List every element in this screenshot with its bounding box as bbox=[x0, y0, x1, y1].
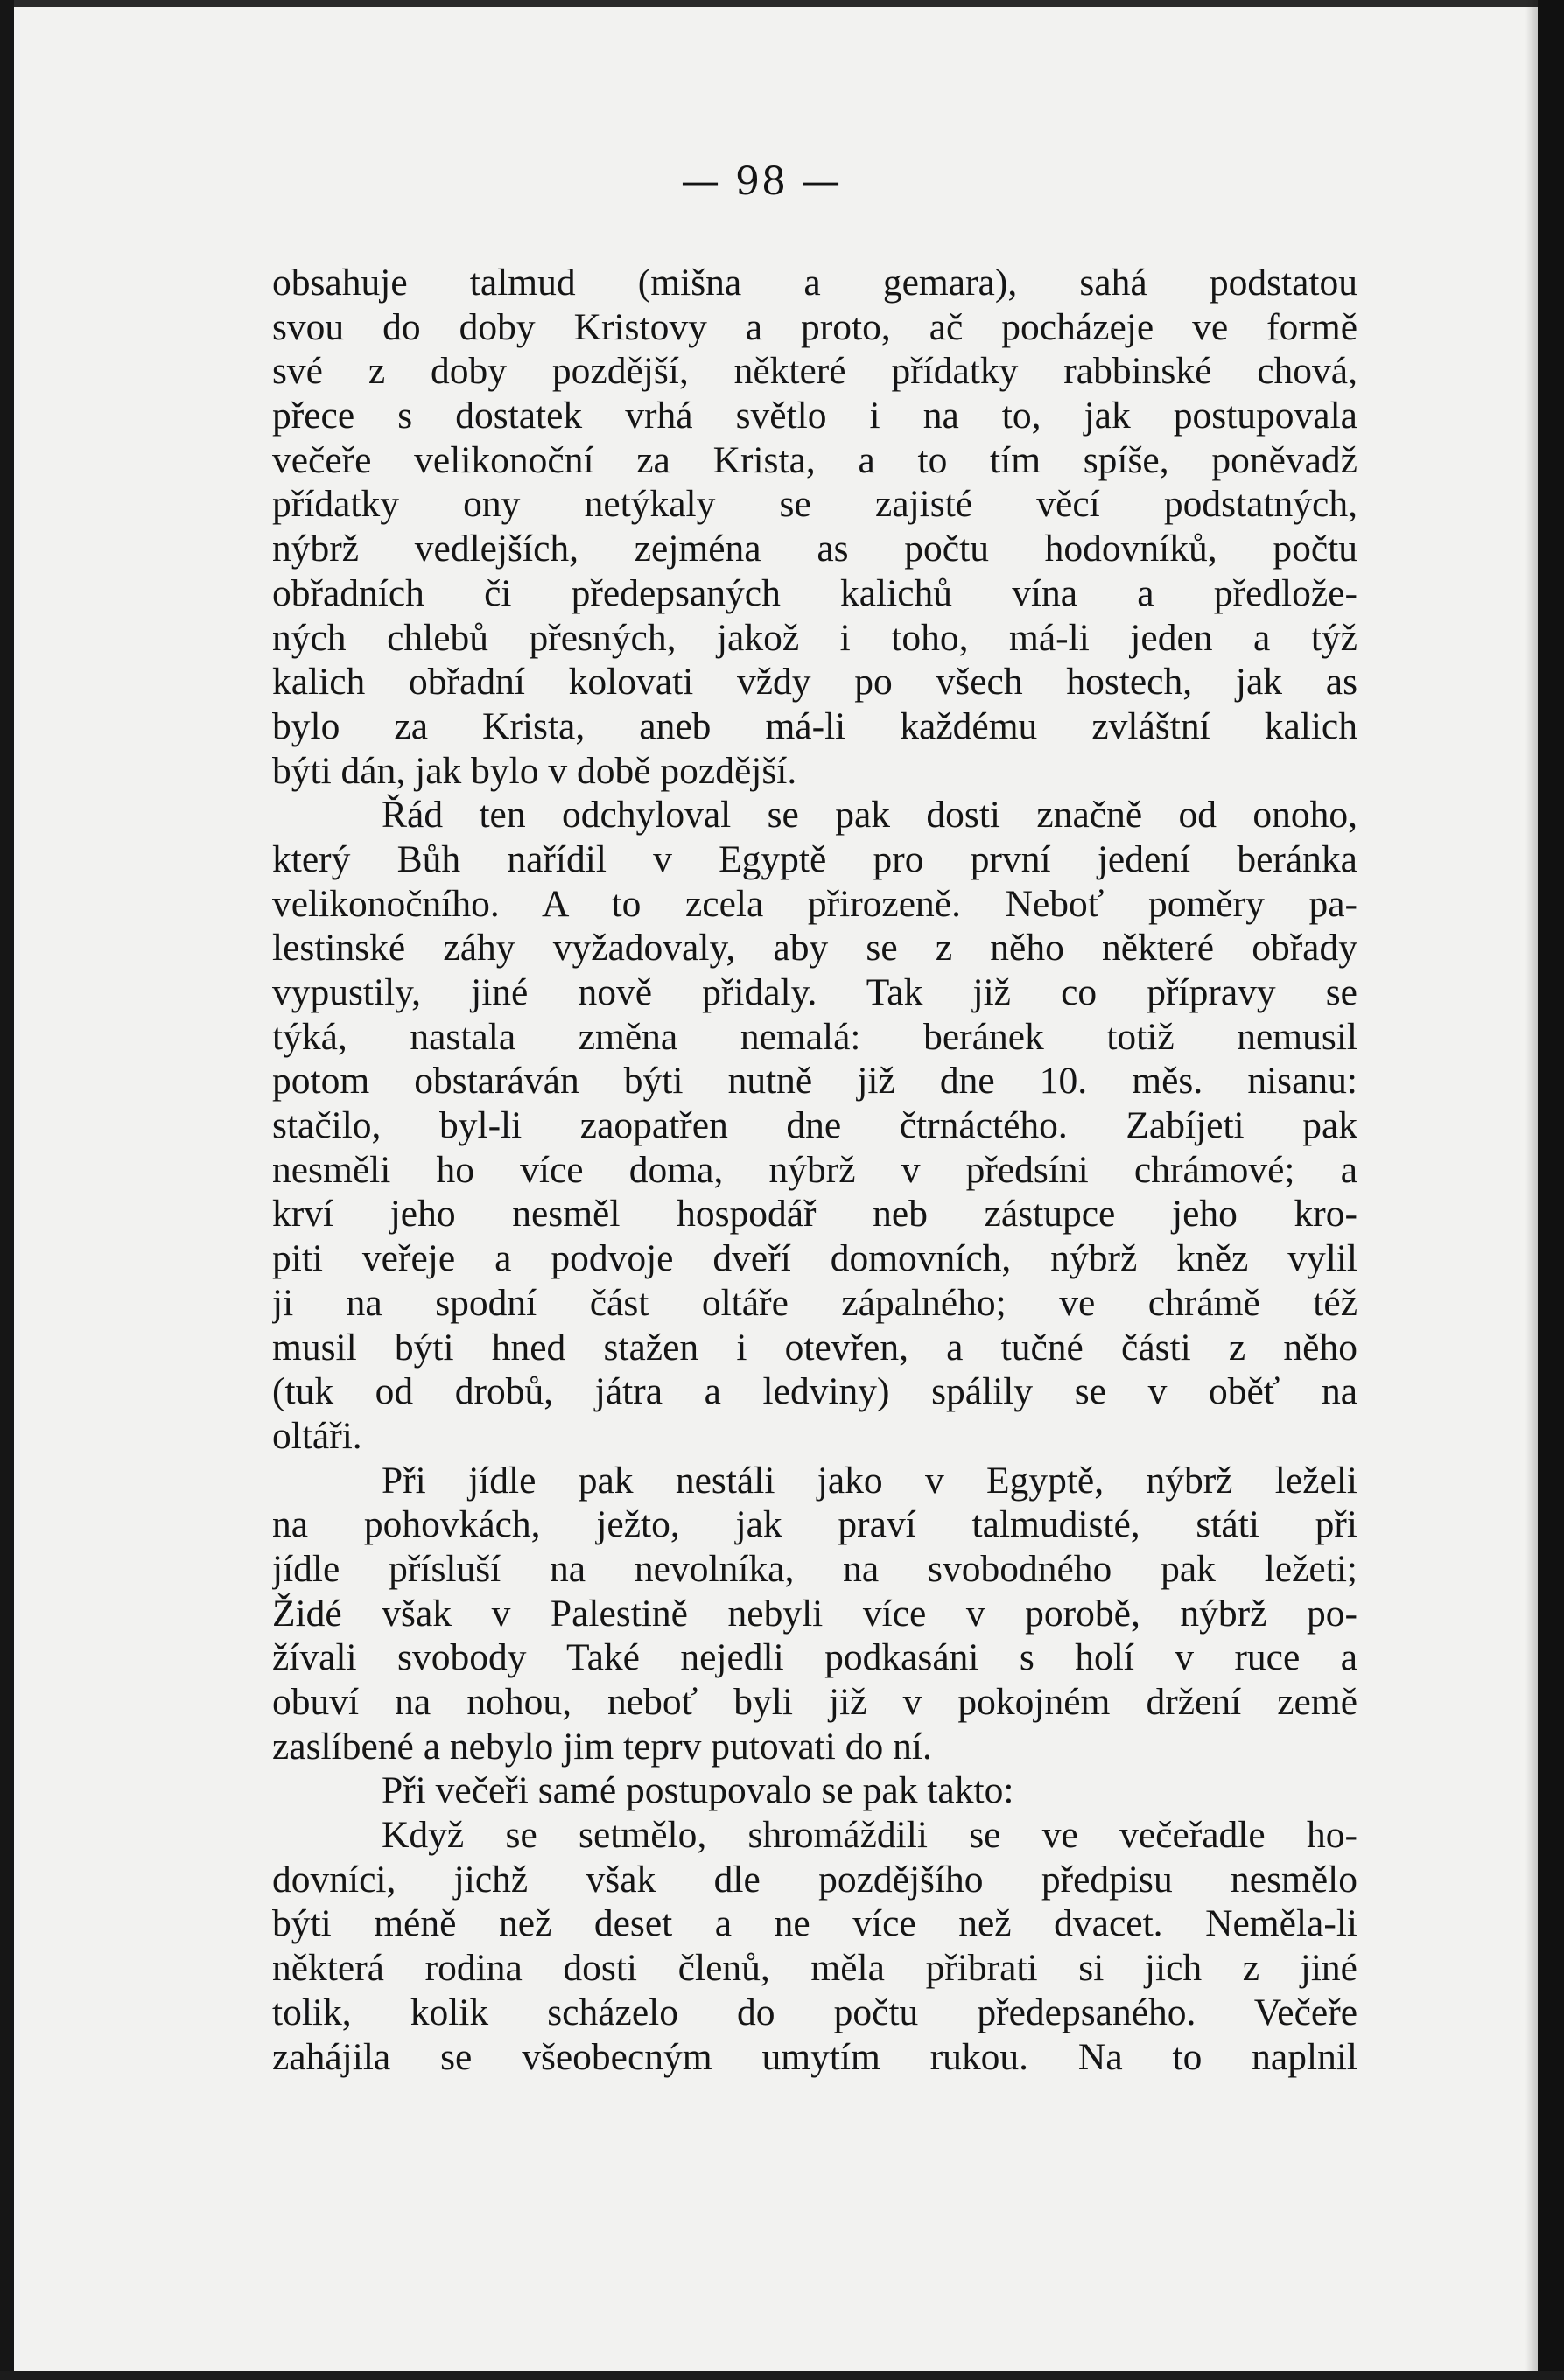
text-line: vypustily, jiné nově přidaly. Tak již co přípravy se bbox=[272, 971, 1357, 1013]
text-line: obřadních či předepsaných kalichů vína a předložе- bbox=[272, 571, 1357, 614]
scan-left-border bbox=[0, 0, 14, 2380]
text-line: býti dán, jak bylo v době pozdější. bbox=[272, 749, 797, 792]
text-line: zaslíbené a nebylo jim teprv putovati do ní. bbox=[272, 1725, 932, 1768]
text-line: ných chlebů přesných, jakož i toho, má-li jeden a týž bbox=[272, 616, 1357, 659]
text-line: dovníci, jichž však dle pozdějšího předpisu nesmělo bbox=[272, 1858, 1357, 1900]
text-line: zahájila se všeobecným umytím rukou. Na to naplnil bbox=[272, 2035, 1357, 2078]
text-line: (tuk od drobů, játra a ledviny) spálily se v oběť na bbox=[272, 1370, 1357, 1413]
text-line: piti veřeje a podvoje dveří domovních, nýbrž kněz vylil bbox=[272, 1237, 1357, 1280]
text-line: své z doby pozdější, některé přídatky rabbinské chová, bbox=[272, 350, 1357, 393]
text-line: kalich obřadní kolovati vždy po všech hostech, jak as bbox=[272, 661, 1357, 704]
page-gutter-shadow bbox=[1525, 0, 1538, 2380]
text-line: některá rodina dosti členů, měla přibrati si jich z jiné bbox=[272, 1947, 1357, 1990]
text-line: svou do doby Kristovy a proto, ač pocházeje ve formě bbox=[272, 305, 1357, 348]
paragraph-start-line: Při večeři samé postupovalo se pak takto: bbox=[382, 1769, 1014, 1812]
text-line: večeře velikonoční za Krista, a to tím spíše, poněvadž bbox=[272, 438, 1357, 481]
text-line: oltáři. bbox=[272, 1414, 362, 1457]
paragraph-start-line: Když se setmělo, shromáždili se ve večeřadle ho- bbox=[382, 1814, 1357, 1857]
text-line: žívali svobody Také nejedli podkasáni s holí v ruce a bbox=[272, 1636, 1357, 1679]
text-line: přídatky ony netýkaly se zajisté věcí podstatných, bbox=[272, 483, 1357, 526]
scan-bottom-border bbox=[0, 2371, 1564, 2380]
text-line: tolik, kolik scházelo do počtu předepsaného. Večeře bbox=[272, 1991, 1357, 2034]
body-text bbox=[272, 261, 1357, 2079]
text-line: Židé však v Palestině nebyli více v porobě, nýbrž po- bbox=[272, 1592, 1357, 1634]
text-line: bylo za Krista, aneb má-li každému zvláštní kalich bbox=[272, 704, 1357, 747]
paragraph-start-line: Při jídle pak nestáli jako v Egyptě, nýbrž leželi bbox=[382, 1459, 1357, 1502]
text-line: nesměli ho více doma, nýbrž v předsíni chrámové; a bbox=[272, 1148, 1357, 1191]
text-line: ji na spodní část oltáře zápalného; ve chrámě též bbox=[272, 1281, 1357, 1324]
text-line: obuví na nohou, neboť byli již v pokojném držení země bbox=[272, 1681, 1357, 1723]
text-line: na pohovkách, ježto, jak praví talmudisté, státi při bbox=[272, 1503, 1357, 1546]
text-line: nýbrž vedlejších, zejména as počtu hodovníků, počtu bbox=[272, 528, 1357, 570]
text-line: přece s dostatek vrhá světlo i na to, jak postupovala bbox=[272, 395, 1357, 438]
text-line: týká, nastala změna nemalá: beránek totiž nemusil bbox=[272, 1015, 1357, 1058]
text-line: býti méně než deset a ne více než dvacet. Neměla-li bbox=[272, 1902, 1357, 1945]
page-number: — 98 — bbox=[681, 159, 842, 204]
text-line: který Bůh nařídil v Egyptě pro první jedení beránka bbox=[272, 837, 1357, 880]
text-line: krví jeho nesměl hospodář neb zástupce jeho kro- bbox=[272, 1193, 1357, 1236]
text-line: potom obstaráván býti nutně již dne 10. měs. nisanu: bbox=[272, 1060, 1357, 1102]
scan-top-border bbox=[0, 0, 1564, 7]
text-line: jídle přísluší na nevolníka, na svobodného pak ležeti; bbox=[272, 1547, 1357, 1590]
text-line: obsahuje talmud (mišna a gemara), sahá podstatou bbox=[272, 262, 1357, 304]
text-line: stačilo, byl-li zaopatřen dne čtrnáctého. Zabíjeti pak bbox=[272, 1104, 1357, 1147]
scan-right-border bbox=[1538, 0, 1564, 2380]
paragraph-start-line: Řád ten odchyloval se pak dosti značně od onoho, bbox=[382, 794, 1357, 836]
text-line: lestinské záhy vyžadovaly, aby se z něho některé obřady bbox=[272, 927, 1357, 970]
text-line: velikonočního. A to zcela přirozeně. Neboť poměry pa- bbox=[272, 882, 1357, 925]
text-line: musil býti hned stažen i otevřen, a tučné části z něho bbox=[272, 1326, 1357, 1368]
